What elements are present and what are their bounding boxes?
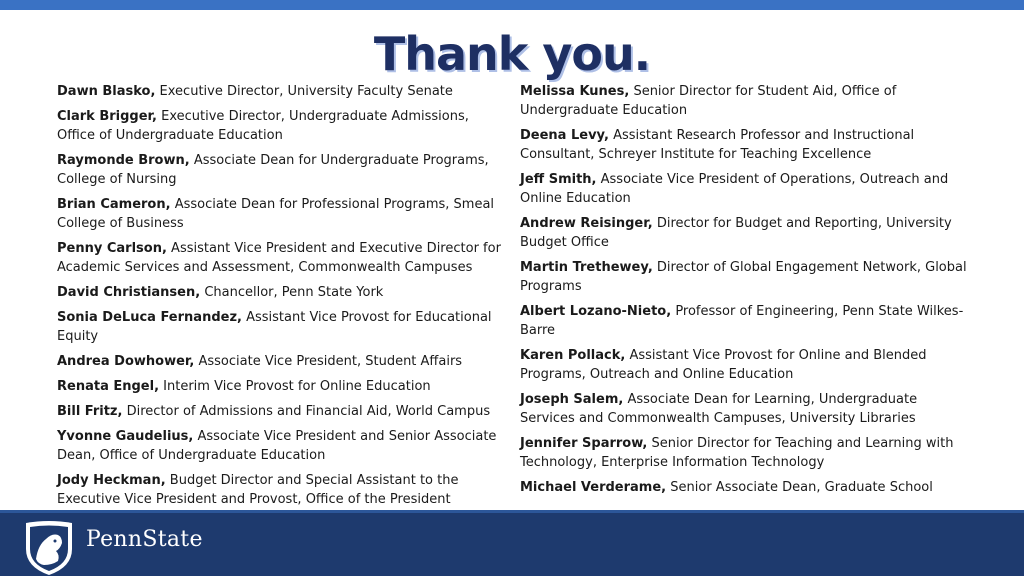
list-item	[520, 82, 975, 120]
person-role: Associate Vice President, Student Affairs	[198, 354, 463, 369]
person-role: Senior Director for Teaching and Learning with Technology, Enterprise Information Technology	[520, 436, 954, 470]
person-name: Renata Engel,	[57, 379, 160, 394]
person-name: Deena Levy,	[520, 128, 609, 143]
footer-bar	[0, 510, 1024, 576]
page-title: Thank you.	[373, 27, 651, 81]
person-name: Joseph Salem,	[520, 392, 624, 407]
list-item	[520, 478, 975, 497]
person-name: Andrew Reisinger,	[520, 216, 653, 231]
person-name: Yvonne Gaudelius,	[57, 429, 194, 444]
person-name: Jody Heckman,	[57, 473, 166, 488]
person-role: Interim Vice Provost for Online Education	[163, 379, 431, 394]
person-role: Senior Associate Dean, Graduate School	[670, 480, 933, 495]
person-name: Clark Brigger,	[57, 109, 157, 124]
list-item	[520, 126, 975, 164]
list-item	[57, 82, 502, 101]
person-name: Jeff Smith,	[520, 172, 597, 187]
list-item	[520, 390, 975, 428]
list-item	[57, 195, 502, 233]
list-item	[57, 352, 502, 371]
person-role: Associate Dean for Learning, Undergraduate Services and Commonwealth Campuses, University Libraries	[520, 392, 918, 426]
person-role: Senior Director for Student Aid, Office of Undergraduate Education	[520, 84, 897, 118]
list-item	[520, 170, 975, 208]
list-item	[57, 283, 502, 302]
person-name: Brian Cameron,	[57, 197, 171, 212]
person-name: Andrea Dowhower,	[57, 354, 195, 369]
list-item	[57, 151, 502, 189]
person-name: Albert Lozano-Nieto,	[520, 304, 672, 319]
person-role: Director of Admissions and Financial Aid, World Campus	[126, 404, 491, 419]
top-accent-bar	[0, 0, 1024, 10]
person-role: Budget Director and Special Assistant to the Executive Vice President and Provost, Office of the President	[57, 473, 459, 507]
person-role: Director of Global Engagement Network, Global Programs	[520, 260, 967, 294]
person-role: Executive Director, Undergraduate Admissions, Office of Undergraduate Education	[57, 109, 469, 143]
person-name: Dawn Blasko,	[57, 84, 156, 99]
person-name: Penny Carlson,	[57, 241, 167, 256]
person-role: Associate Dean for Professional Programs, Smeal College of Business	[57, 197, 495, 231]
list-item	[57, 239, 502, 277]
person-role: Director for Budget and Reporting, University Budget Office	[520, 216, 952, 250]
list-item	[520, 258, 975, 296]
person-role: Assistant Vice Provost for Educational Equity	[57, 310, 492, 344]
person-role: Assistant Vice President and Executive Director for Academic Services and Assessment, Commonwealth Campuses	[57, 241, 501, 275]
person-name: Karen Pollack,	[520, 348, 626, 363]
acknowledgements-right-column	[520, 82, 975, 503]
person-name: Sonia DeLuca Fernandez,	[57, 310, 242, 325]
person-name: Jennifer Sparrow,	[520, 436, 648, 451]
list-item	[520, 434, 975, 472]
list-item	[520, 214, 975, 252]
person-role: Chancellor, Penn State York	[204, 285, 384, 300]
person-name: Michael Verderame,	[520, 480, 667, 495]
person-role: Associate Vice President and Senior Associate Dean, Office of Undergraduate Education	[57, 429, 497, 463]
person-role: Assistant Vice Provost for Online and Blended Programs, Outreach and Online Education	[520, 348, 927, 382]
pennstate-logo-text: PennState	[86, 527, 203, 552]
person-role: Associate Vice President of Operations, Outreach and Online Education	[520, 172, 949, 206]
list-item	[520, 346, 975, 384]
person-role: Professor of Engineering, Penn State Wilkes-Barre	[520, 304, 964, 338]
person-name: Melissa Kunes,	[520, 84, 630, 99]
person-role: Assistant Research Professor and Instructional Consultant, Schreyer Institute for Teaching Excellence	[520, 128, 915, 162]
acknowledgements-left-column	[57, 82, 502, 515]
person-name: Bill Fritz,	[57, 404, 123, 419]
person-role: Associate Dean for Undergraduate Programs, College of Nursing	[57, 153, 489, 187]
list-item	[520, 302, 975, 340]
person-name: Martin Trethewey,	[520, 260, 653, 275]
person-name: Raymonde Brown,	[57, 153, 190, 168]
list-item	[57, 107, 502, 145]
list-item	[57, 377, 502, 396]
list-item	[57, 308, 502, 346]
list-item	[57, 402, 502, 421]
person-name: David Christiansen,	[57, 285, 201, 300]
person-role: Executive Director, University Faculty Senate	[159, 84, 453, 99]
list-item	[57, 471, 502, 509]
list-item	[57, 427, 502, 465]
nittany-lion-shield-icon	[22, 519, 76, 577]
